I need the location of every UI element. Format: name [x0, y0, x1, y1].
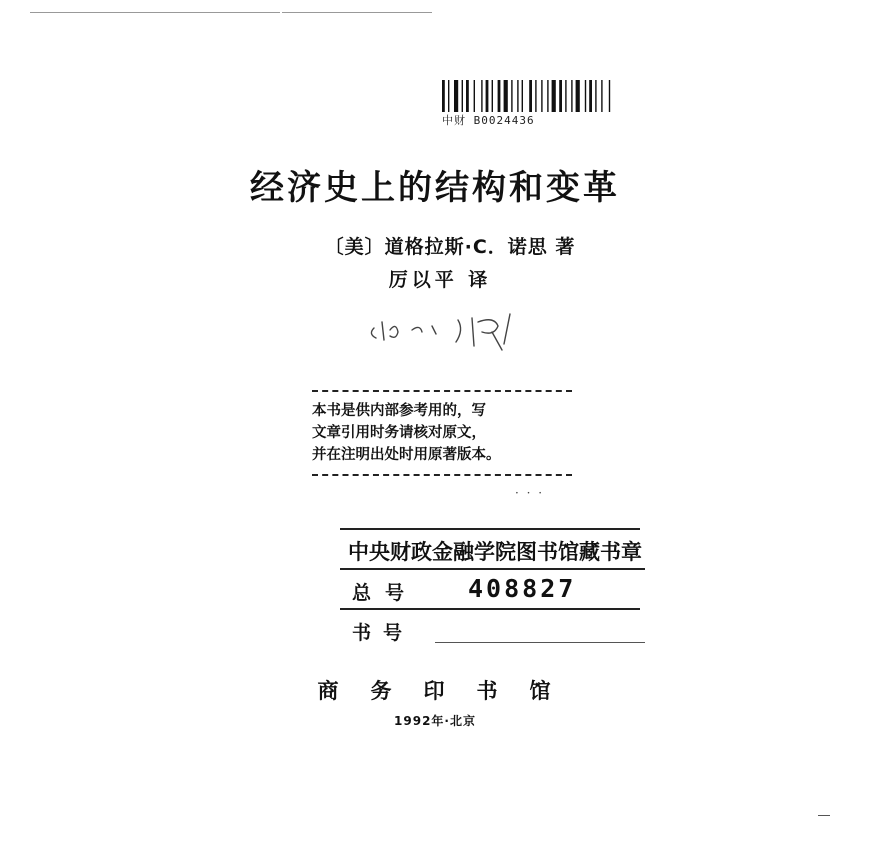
stamp-library-name: 中央财政金融学院图书馆藏书章: [348, 540, 642, 564]
stamp-rule: [340, 608, 640, 610]
notice-line: 本书是供内部参考用的，写: [312, 403, 486, 419]
library-stamp: [340, 528, 650, 646]
stamp-rule: [435, 642, 645, 643]
book-title: 经济史上的结构和变革: [250, 168, 620, 208]
stamp-rule: [340, 568, 645, 570]
stamp-rule: [340, 528, 640, 530]
scan-corner-mark: [818, 815, 830, 816]
handwritten-mark: [360, 300, 550, 360]
stamp-total-value: 408827: [468, 574, 577, 603]
scan-edge-line: [30, 12, 280, 13]
stamp-book-label: 书号: [352, 622, 415, 644]
publication-info: 1992年·北京: [394, 714, 476, 728]
internal-use-notice: [312, 390, 572, 476]
stamp-total-label: 总号: [352, 582, 419, 604]
notice-line: 并在注明出处时用原著版本。: [312, 447, 501, 463]
translator-line: 厉以平 译: [388, 269, 492, 291]
scan-edge-line: [282, 12, 432, 13]
barcode-label: 中财 B0024436: [442, 114, 535, 127]
publisher-name: 商务印书馆: [317, 679, 583, 703]
author-line: 〔美〕道格拉斯·C．诺思 著: [324, 236, 576, 258]
specks: · · ·: [515, 486, 545, 500]
notice-line: 文章引用时务请核对原文，: [312, 425, 486, 441]
